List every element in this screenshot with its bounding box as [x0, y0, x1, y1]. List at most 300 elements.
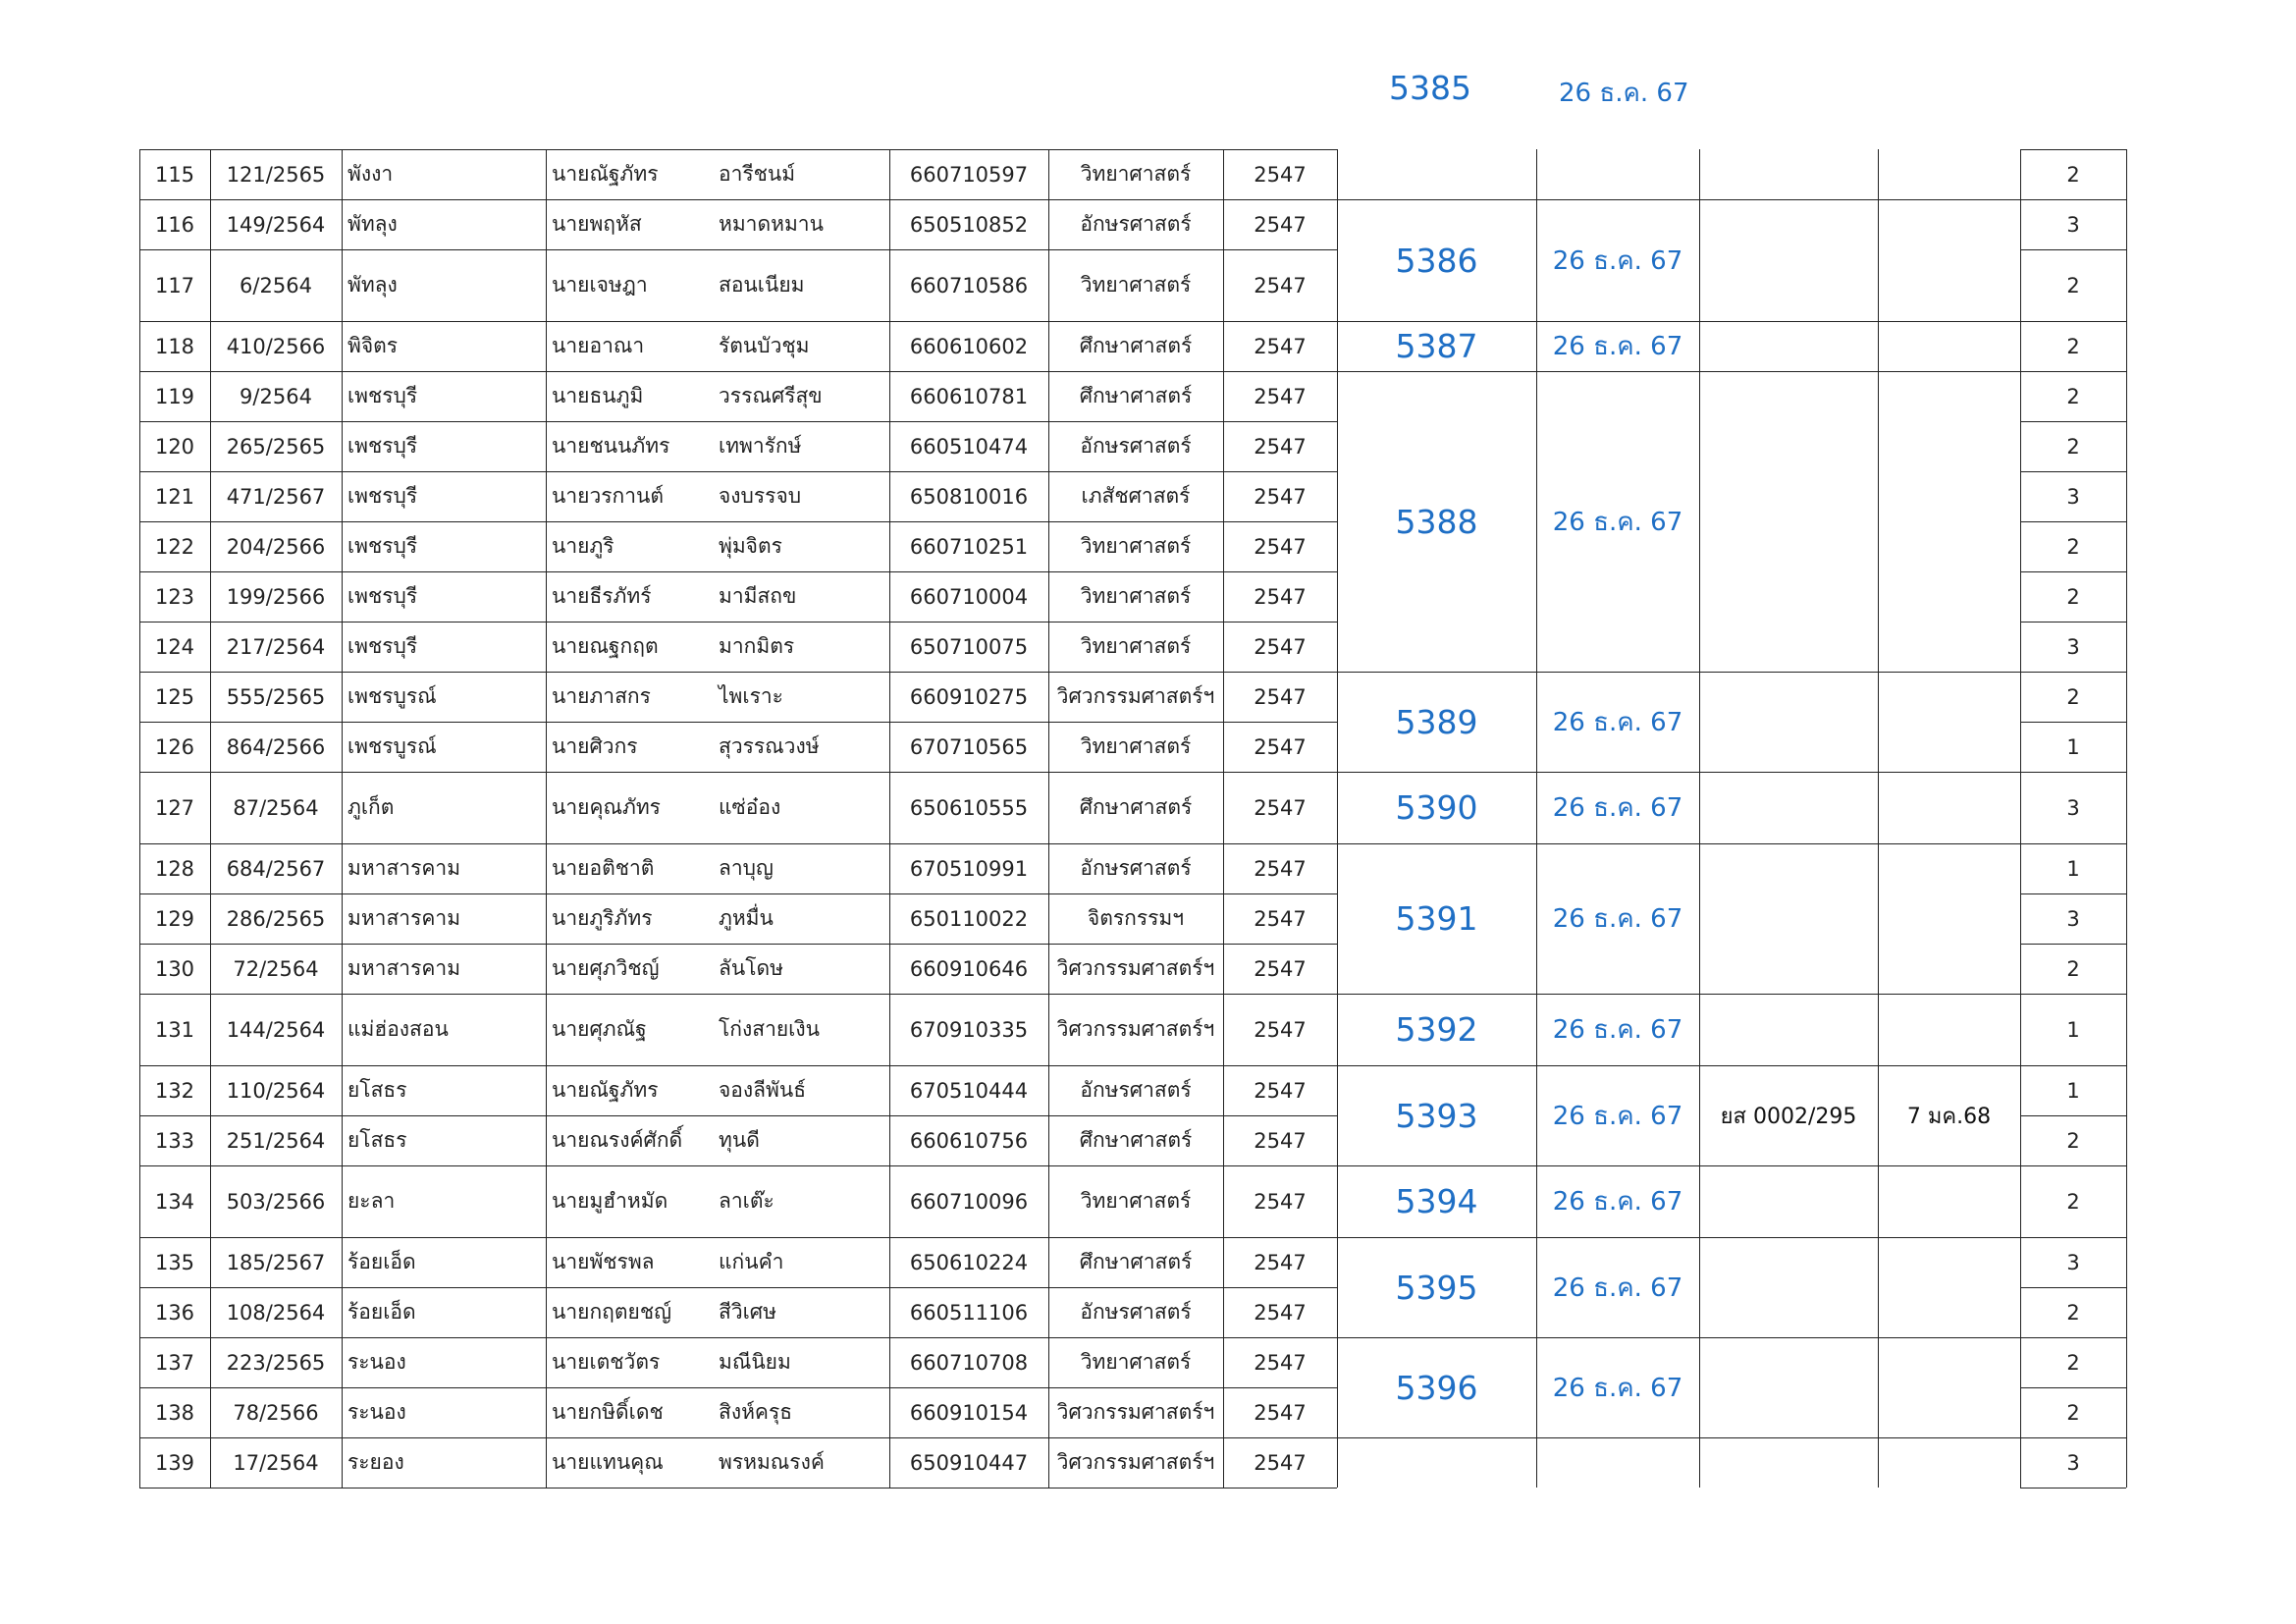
grid-line: [2020, 1237, 2126, 1238]
grid-line: [1337, 772, 2020, 773]
grid-line: [1878, 149, 1879, 1488]
grid-line: [2020, 521, 2126, 522]
grid-line: [1337, 149, 1338, 1488]
cell-count: 1: [2066, 1078, 2080, 1103]
cell-last: อารีชนม์: [719, 162, 796, 186]
cell-faculty: วิศวกรรมศาสตร์ฯ: [1056, 1450, 1215, 1474]
cell-province: เพชรบูรณ์: [347, 684, 437, 708]
cell-last: เทพารักษ์: [719, 434, 802, 458]
cell-year: 2547: [1254, 1017, 1307, 1042]
group-letter-no: [1699, 1337, 1878, 1437]
cell-ref: 17/2564: [233, 1450, 319, 1475]
group-date: 26 ธ.ค. 67: [1552, 1187, 1683, 1217]
group-date: 26 ธ.ค. 67: [1559, 79, 1689, 108]
cell-first: นายณัฐภัทร: [552, 162, 659, 186]
cell-first: นายภูริ: [552, 534, 614, 558]
cell-province: พัทลุง: [347, 273, 398, 297]
cell-ref: 108/2564: [226, 1300, 326, 1325]
group-letter-no: [1699, 843, 1878, 994]
cell-no: 122: [154, 534, 195, 559]
grid-line: [2020, 1115, 2126, 1116]
group-number: 5392: [1395, 1010, 1478, 1049]
group-number: 5389: [1395, 702, 1478, 741]
grid-line: [1337, 371, 2020, 372]
grid-line: [1337, 199, 2020, 200]
group-letter-date: [1878, 1237, 2020, 1337]
cell-id: 650510852: [909, 212, 1029, 237]
cell-province: ร้อยเอ็ด: [347, 1300, 416, 1324]
cell-ref: 78/2566: [233, 1400, 319, 1425]
group-number: 5385: [1389, 69, 1471, 107]
cell-count: 2: [2066, 1350, 2080, 1375]
grid-line: [139, 1337, 1337, 1338]
group-letter-no: [1699, 1165, 1878, 1237]
cell-no: 132: [154, 1078, 195, 1103]
cell-count: 2: [2066, 1400, 2080, 1425]
grid-line: [1337, 1165, 2020, 1166]
cell-faculty: ศึกษาศาสตร์: [1079, 1250, 1193, 1273]
cell-no: 130: [154, 956, 195, 981]
cell-first: นายอติชาติ: [552, 856, 655, 880]
cell-last: จงบรรจบ: [719, 484, 802, 508]
grid-line: [2020, 1488, 2126, 1489]
cell-first: นายณฐกฤต: [552, 634, 659, 658]
cell-first: นายอาณา: [552, 334, 645, 357]
cell-faculty: วิศวกรรมศาสตร์ฯ: [1056, 1017, 1215, 1041]
cell-last: โก่งสายเงิน: [719, 1017, 820, 1041]
grid-line: [1337, 1237, 2020, 1238]
grid-line: [1337, 994, 2020, 995]
cell-no: 121: [154, 484, 195, 509]
cell-last: พรหมณรงค์: [719, 1450, 825, 1474]
grid-line: [2020, 772, 2126, 773]
cell-no: 129: [154, 906, 195, 931]
group-date: 26 ธ.ค. 67: [1552, 1272, 1683, 1303]
cell-no: 125: [154, 684, 195, 709]
cell-no: 120: [154, 434, 195, 459]
group-date: 26 ธ.ค. 67: [1552, 1373, 1683, 1403]
group-letter-date: [1878, 1337, 2020, 1437]
group-letter-no: ยส 0002/295: [1720, 1104, 1857, 1129]
cell-ref: 9/2564: [240, 384, 312, 408]
grid-line: [2020, 893, 2126, 894]
cell-ref: 185/2567: [226, 1250, 326, 1274]
cell-year: 2547: [1254, 484, 1307, 509]
cell-ref: 410/2566: [226, 334, 326, 358]
cell-province: ยโสธร: [347, 1128, 407, 1152]
cell-year: 2547: [1254, 856, 1307, 881]
cell-count: 1: [2066, 856, 2080, 881]
cell-first: นายพัชรพล: [552, 1250, 655, 1273]
cell-faculty: วิทยาศาสตร์: [1080, 1350, 1192, 1374]
cell-last: ภูหมื่น: [719, 906, 774, 930]
grid-line: [139, 471, 1337, 472]
cell-last: แซ่อ๋อง: [719, 795, 781, 819]
cell-ref: 110/2564: [226, 1078, 326, 1103]
cell-last: พุ่มจิตร: [719, 534, 782, 558]
cell-id: 660710004: [909, 584, 1029, 609]
cell-ref: 217/2564: [226, 634, 326, 659]
cell-year: 2547: [1254, 1300, 1307, 1325]
group-number: 5387: [1395, 327, 1478, 365]
group-date: 26 ธ.ค. 67: [1552, 1015, 1683, 1045]
cell-count: 2: [2066, 534, 2080, 559]
cell-faculty: ศึกษาศาสตร์: [1079, 1128, 1193, 1152]
cell-faculty: วิศวกรรมศาสตร์ฯ: [1056, 1400, 1215, 1424]
cell-ref: 87/2564: [233, 795, 319, 820]
cell-no: 134: [154, 1189, 195, 1214]
cell-first: นายณัฐภัทร: [552, 1078, 659, 1102]
grid-line: [2020, 421, 2126, 422]
grid-line: [139, 521, 1337, 522]
cell-year: 2547: [1254, 584, 1307, 609]
cell-province: แม่ฮ่องสอน: [347, 1017, 449, 1041]
cell-province: พัทลุง: [347, 212, 398, 236]
grid-line: [139, 249, 1337, 250]
grid-line: [2020, 843, 2126, 844]
group-letter-date: [1878, 199, 2020, 321]
grid-line: [1337, 1337, 2020, 1338]
cell-id: 660610756: [909, 1128, 1029, 1153]
cell-faculty: วิทยาศาสตร์: [1080, 534, 1192, 558]
cell-id: 660710096: [909, 1189, 1029, 1214]
cell-last: สอนเนียม: [719, 273, 805, 297]
table-row: [139, 1437, 2113, 1488]
group-number: 5395: [1395, 1268, 1478, 1307]
cell-province: เพชรบูรณ์: [347, 734, 437, 758]
cell-province: ระนอง: [347, 1350, 406, 1374]
group-letter-no: [1699, 1237, 1878, 1337]
cell-ref: 121/2565: [226, 162, 326, 187]
cell-count: 2: [2066, 334, 2080, 358]
cell-first: นายมูฮำหมัด: [552, 1189, 668, 1213]
cell-faculty: วิศวกรรมศาสตร์ฯ: [1056, 684, 1215, 708]
group-date: 26 ธ.ค. 67: [1552, 793, 1683, 823]
grid-line: [2020, 471, 2126, 472]
cell-count: 2: [2066, 384, 2080, 408]
cell-year: 2547: [1254, 1250, 1307, 1274]
grid-line: [139, 149, 1337, 150]
grid-line: [2020, 199, 2126, 200]
cell-year: 2547: [1254, 1128, 1307, 1153]
cell-province: ยโสธร: [347, 1078, 407, 1102]
cell-province: เพชรบุรี: [347, 434, 418, 458]
cell-count: 1: [2066, 734, 2080, 759]
cell-id: 660610602: [909, 334, 1029, 358]
cell-id: 650610555: [909, 795, 1029, 820]
cell-year: 2547: [1254, 956, 1307, 981]
cell-year: 2547: [1254, 684, 1307, 709]
cell-year: 2547: [1254, 1189, 1307, 1214]
cell-count: 2: [2066, 584, 2080, 609]
cell-id: 660710708: [909, 1350, 1029, 1375]
grid-line: [1337, 1065, 2020, 1066]
cell-no: 119: [154, 384, 195, 408]
cell-first: นายวรกานต์: [552, 484, 665, 508]
cell-province: มหาสารคาม: [347, 956, 461, 980]
group-number: 5391: [1395, 899, 1478, 938]
grid-line: [139, 571, 1337, 572]
grid-line: [2020, 1065, 2126, 1066]
cell-first: นายธีรภัทร์: [552, 584, 652, 608]
cell-count: 3: [2066, 484, 2080, 509]
group-letter-no: [1699, 994, 1878, 1065]
cell-last: วรรณศรีสุข: [719, 384, 823, 407]
cell-count: 1: [2066, 1017, 2080, 1042]
group-date: 26 ธ.ค. 67: [1552, 245, 1683, 276]
cell-id: 660710251: [909, 534, 1029, 559]
cell-faculty: วิทยาศาสตร์: [1080, 162, 1192, 186]
cell-faculty: วิทยาศาสตร์: [1080, 734, 1192, 758]
grid-line: [139, 944, 1337, 945]
grid-line: [139, 199, 1337, 200]
grid-line: [2020, 249, 2126, 250]
cell-province: เพชรบุรี: [347, 534, 418, 558]
cell-last: หมาดหมาน: [719, 212, 824, 236]
cell-year: 2547: [1254, 212, 1307, 237]
cell-ref: 144/2564: [226, 1017, 326, 1042]
cell-first: นายภาสกร: [552, 684, 651, 708]
cell-faculty: วิศวกรรมศาสตร์ฯ: [1056, 956, 1215, 980]
cell-province: ระนอง: [347, 1400, 406, 1424]
cell-count: 3: [2066, 1450, 2080, 1475]
cell-year: 2547: [1254, 384, 1307, 408]
cell-id: 660710597: [909, 162, 1029, 187]
cell-last: ทุนดี: [719, 1128, 760, 1152]
cell-no: 115: [154, 162, 195, 187]
grid-line: [2126, 149, 2127, 1488]
group-cell-clipped: [1328, 69, 1763, 149]
cell-count: 2: [2066, 434, 2080, 459]
grid-line: [1337, 321, 2020, 322]
cell-id: 660511106: [909, 1300, 1029, 1325]
grid-line: [1337, 843, 2020, 844]
cell-faculty: วิทยาศาสตร์: [1080, 634, 1192, 658]
cell-first: นายกฤตยชญ์: [552, 1300, 671, 1324]
cell-last: มากมิตร: [719, 634, 795, 658]
cell-faculty: เภสัชศาสตร์: [1081, 484, 1191, 508]
group-letter-no: [1699, 371, 1878, 672]
cell-year: 2547: [1254, 1078, 1307, 1103]
cell-first: นายธนภูมิ: [552, 384, 644, 407]
cell-id: 660610781: [909, 384, 1029, 408]
cell-province: มหาสารคาม: [347, 856, 461, 880]
group-letter-date: [1878, 672, 2020, 772]
cell-id: 670710565: [909, 734, 1029, 759]
group-letter-date: [1878, 321, 2020, 371]
cell-faculty: ศึกษาศาสตร์: [1079, 795, 1193, 819]
cell-province: พิจิตร: [347, 334, 399, 357]
cell-year: 2547: [1254, 334, 1307, 358]
cell-first: นายแทนคุณ: [552, 1450, 664, 1474]
grid-line: [2020, 1337, 2126, 1338]
cell-id: 650110022: [909, 906, 1029, 931]
cell-ref: 503/2566: [226, 1189, 326, 1214]
cell-ref: 286/2565: [226, 906, 326, 931]
group-letter-no: [1699, 321, 1878, 371]
grid-line: [2020, 1287, 2126, 1288]
group-number: 5396: [1395, 1368, 1478, 1407]
grid-line: [1337, 1437, 2020, 1438]
cell-last: สีวิเศษ: [719, 1300, 776, 1324]
grid-line: [139, 672, 1337, 673]
cell-year: 2547: [1254, 1400, 1307, 1425]
cell-no: 123: [154, 584, 195, 609]
grid-line: [139, 1115, 1337, 1116]
table-row: [139, 149, 2113, 199]
cell-ref: 251/2564: [226, 1128, 326, 1153]
grid-line: [139, 843, 1337, 844]
cell-province: ยะลา: [347, 1189, 396, 1213]
cell-last: แก่นคำ: [719, 1250, 784, 1273]
cell-first: นายศุภวิชญ์: [552, 956, 660, 980]
cell-year: 2547: [1254, 734, 1307, 759]
cell-no: 138: [154, 1400, 195, 1425]
cell-no: 128: [154, 856, 195, 881]
cell-year: 2547: [1254, 534, 1307, 559]
cell-first: นายคุณภัทร: [552, 795, 661, 819]
cell-first: นายกษิดิ์เดช: [552, 1400, 664, 1424]
cell-no: 131: [154, 1017, 195, 1042]
cell-ref: 6/2564: [240, 273, 312, 298]
cell-faculty: วิทยาศาสตร์: [1080, 273, 1192, 297]
group-date: 26 ธ.ค. 67: [1552, 507, 1683, 537]
group-number: 5390: [1395, 788, 1478, 827]
grid-line: [139, 1437, 1337, 1438]
grid-line: [2020, 722, 2126, 723]
grid-line: [2020, 622, 2126, 623]
cell-faculty: วิทยาศาสตร์: [1080, 1189, 1192, 1213]
cell-province: มหาสารคาม: [347, 906, 461, 930]
cell-province: เพชรบุรี: [347, 484, 418, 508]
cell-faculty: ศึกษาศาสตร์: [1079, 384, 1193, 407]
cell-first: นายเจษฎา: [552, 273, 648, 297]
cell-no: 126: [154, 734, 195, 759]
cell-no: 137: [154, 1350, 195, 1375]
grid-line: [139, 1387, 1337, 1388]
cell-province: พังงา: [347, 162, 394, 186]
cell-last: มามีสถข: [719, 584, 797, 608]
cell-year: 2547: [1254, 906, 1307, 931]
grid-line: [139, 772, 1337, 773]
cell-no: 124: [154, 634, 195, 659]
group-number: 5394: [1395, 1182, 1478, 1220]
grid-line: [139, 371, 1337, 372]
cell-id: 660910275: [909, 684, 1029, 709]
cell-count: 2: [2066, 1300, 2080, 1325]
cell-first: นายชนนภัทร: [552, 434, 670, 458]
cell-ref: 555/2565: [226, 684, 326, 709]
grid-line: [139, 722, 1337, 723]
group-date: 26 ธ.ค. 67: [1552, 904, 1683, 934]
grid-line: [139, 1488, 1337, 1489]
cell-first: นายเตชวัตร: [552, 1350, 661, 1374]
grid-line: [2020, 321, 2126, 322]
grid-line: [139, 1065, 1337, 1066]
group-number: 5393: [1395, 1096, 1478, 1135]
cell-last: รัตนบัวชุม: [719, 334, 810, 357]
cell-ref: 471/2567: [226, 484, 326, 509]
cell-ref: 72/2564: [233, 956, 319, 981]
cell-no: 116: [154, 212, 195, 237]
cell-faculty: ศึกษาศาสตร์: [1079, 334, 1193, 357]
group-date: 26 ธ.ค. 67: [1552, 1101, 1683, 1131]
cell-last: ลาบุญ: [719, 856, 774, 880]
cell-first: นายณรงค์ศักดิ์: [552, 1128, 683, 1152]
group-number: 5386: [1395, 241, 1478, 280]
cell-id: 660910646: [909, 956, 1029, 981]
cell-faculty: อักษรศาสตร์: [1080, 1078, 1192, 1102]
group-date: 26 ธ.ค. 67: [1552, 332, 1683, 361]
cell-no: 133: [154, 1128, 195, 1153]
cell-faculty: อักษรศาสตร์: [1080, 1300, 1192, 1324]
cell-no: 136: [154, 1300, 195, 1325]
cell-count: 3: [2066, 795, 2080, 820]
cell-province: เพชรบุรี: [347, 584, 418, 608]
cell-count: 3: [2066, 212, 2080, 237]
cell-count: 2: [2066, 956, 2080, 981]
cell-year: 2547: [1254, 1350, 1307, 1375]
group-date: 26 ธ.ค. 67: [1552, 707, 1683, 737]
cell-no: 127: [154, 795, 195, 820]
cell-faculty: อักษรศาสตร์: [1080, 434, 1192, 458]
cell-id: 660510474: [909, 434, 1029, 459]
group-letter-date: [1878, 843, 2020, 994]
cell-last: ลาเต๊ะ: [719, 1189, 774, 1213]
grid-line: [139, 622, 1337, 623]
grid-line: [139, 1287, 1337, 1288]
grid-line: [2020, 994, 2126, 995]
grid-line: [1337, 672, 2020, 673]
grid-line: [2020, 149, 2126, 150]
cell-id: 650810016: [909, 484, 1029, 509]
group-letter-no: [1699, 199, 1878, 321]
cell-count: 3: [2066, 634, 2080, 659]
grid-line: [2020, 1387, 2126, 1388]
cell-last: สิงห์ครุธ: [719, 1400, 793, 1424]
cell-last: มณีนิยม: [719, 1350, 791, 1374]
cell-id: 660910154: [909, 1400, 1029, 1425]
group-letter-no: [1699, 672, 1878, 772]
cell-no: 139: [154, 1450, 195, 1475]
cell-province: ภูเก็ต: [347, 795, 395, 819]
grid-line: [2020, 672, 2126, 673]
cell-ref: 199/2566: [226, 584, 326, 609]
group-letter-date: [1878, 772, 2020, 843]
cell-ref: 204/2566: [226, 534, 326, 559]
grid-line: [2020, 571, 2126, 572]
cell-first: นายศุภณัฐ: [552, 1017, 647, 1041]
group-letter-date: [1878, 1165, 2020, 1237]
cell-last: ลันโดษ: [719, 956, 783, 980]
cell-province: เพชรบุรี: [347, 384, 418, 407]
cell-count: 3: [2066, 1250, 2080, 1274]
cell-year: 2547: [1254, 634, 1307, 659]
cell-count: 3: [2066, 906, 2080, 931]
cell-ref: 149/2564: [226, 212, 326, 237]
cell-count: 2: [2066, 1189, 2080, 1214]
cell-no: 118: [154, 334, 195, 358]
cell-no: 117: [154, 273, 195, 298]
cell-count: 2: [2066, 684, 2080, 709]
cell-last: จองลีพันธ์: [719, 1078, 807, 1102]
cell-ref: 265/2565: [226, 434, 326, 459]
cell-count: 2: [2066, 273, 2080, 298]
cell-last: ไพเราะ: [719, 684, 783, 708]
grid-line: [139, 994, 1337, 995]
cell-faculty: วิทยาศาสตร์: [1080, 584, 1192, 608]
grid-line: [139, 421, 1337, 422]
